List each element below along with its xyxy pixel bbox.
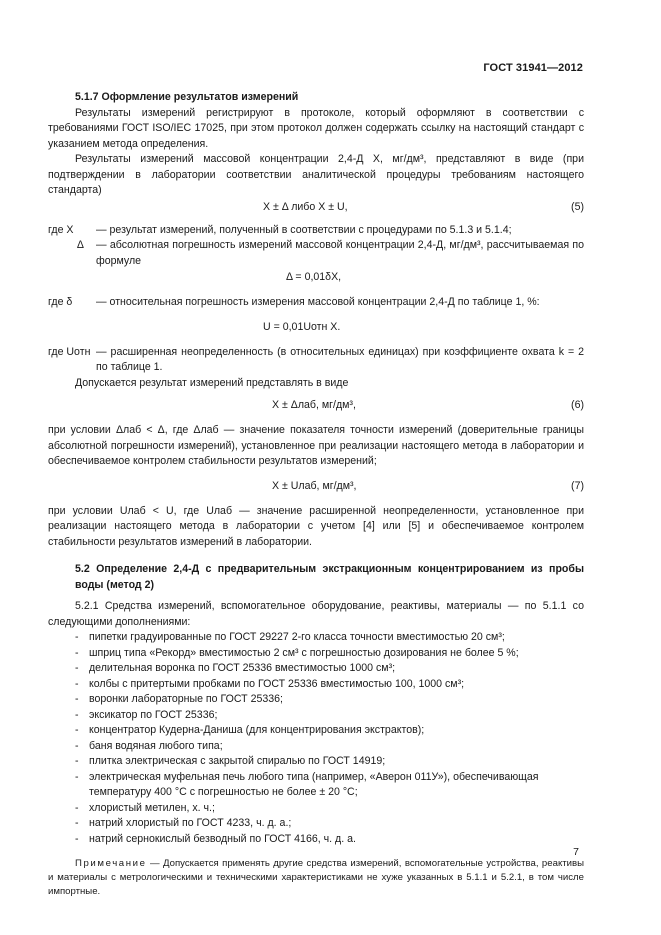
list-item: - хлористый метилен, х. ч.; bbox=[48, 801, 584, 817]
equation-number: (5) bbox=[571, 200, 584, 213]
equation-number: (7) bbox=[571, 479, 584, 492]
equation-u bbox=[48, 319, 584, 337]
where-item bbox=[48, 345, 584, 376]
equation-formula: X ± Δлаб, мг/дм³, bbox=[272, 399, 356, 411]
note-label: Примечание bbox=[75, 858, 147, 869]
where-symbol: где Uотн bbox=[48, 345, 91, 358]
section-5-1-7-title: 5.1.7 Оформление результатов измерений bbox=[75, 91, 299, 103]
list-item: - делительная воронка по ГОСТ 25336 вместимостью 1000 см³; bbox=[48, 661, 584, 677]
list-item: - электрическая муфельная печь любого типа (например, «Аверон 011У»), обеспечивающая температуру 400 °С с погрешностью не более ± 20 °С; bbox=[48, 770, 584, 801]
where-item bbox=[48, 238, 584, 269]
paragraph: 5.2.1 Средства измерений, вспомогательное оборудование, реактивы, материалы — по 5.1.1 со следующими дополнениями: bbox=[48, 600, 584, 628]
section-5-2-title: 5.2 Определение 2,4-Д с предварительным экстракционным концентрированием из пробы воды (метод 2) bbox=[75, 563, 584, 591]
paragraph: при условии Δлаб < Δ, где Δлаб — значение показателя точности измерений (доверительные границы абсолютной погрешности измерений), установленное при реализации настоящего метода в лаборатории и обеспечиваемое контролем стабильности результатов измерений; bbox=[48, 424, 584, 467]
standard-header: ГОСТ 31941—2012 bbox=[483, 62, 583, 74]
paragraph: Допускается результат измерений представлять в виде bbox=[75, 376, 349, 389]
list-item: - шприц типа «Рекорд» вместимостью 2 см³ с погрешностью дозирования не более 5 %; bbox=[48, 646, 584, 662]
equation-formula: X ± Uлаб, мг/дм³, bbox=[272, 479, 357, 492]
where-text: — результат измерений, полученный в соответствии с процедурами по 5.1.3 и 5.1.4; bbox=[96, 223, 512, 236]
equation-number: (6) bbox=[571, 399, 584, 411]
list-item: - пипетки градуированные по ГОСТ 29227 2-го класса точности вместимостью 20 см³; bbox=[48, 630, 584, 646]
equation-6 bbox=[48, 397, 584, 415]
list-item: - колбы с притертыми пробками по ГОСТ 25336 вместимостью 100, 1000 см³; bbox=[48, 677, 584, 693]
equation-formula: U = 0,01Uотн X. bbox=[263, 320, 341, 333]
where-text: — расширенная неопределенность (в относительных единицах) при коэффициенте охвата k = 2 по таблице 1. bbox=[96, 345, 584, 373]
page-number: 7 bbox=[573, 846, 579, 858]
list-item: - плитка электрическая с закрытой спиралью по ГОСТ 14919; bbox=[48, 754, 584, 770]
list-item: - эксикатор по ГОСТ 25336; bbox=[48, 708, 584, 724]
list-item: - концентратор Кудерна-Даниша (для концентрирования экстрактов); bbox=[48, 723, 584, 739]
list-item: - баня водяная любого типа; bbox=[48, 739, 584, 755]
equation-5 bbox=[48, 199, 584, 217]
where-symbol: Δ bbox=[76, 239, 84, 251]
list-item: - воронки лабораторные по ГОСТ 25336; bbox=[48, 692, 584, 708]
list-item: - натрий хлористый по ГОСТ 4233, ч. д. а.; bbox=[48, 816, 584, 832]
equation-delta bbox=[48, 269, 584, 287]
where-item bbox=[48, 295, 584, 311]
paragraph: Результаты измерений регистрируют в протоколе, который оформляют в соответствии с требованиями ГОСТ ISO/IEC 17025, при этом протокол должен содержать ссылку на настоящий стандарт с указанием метода определения. bbox=[48, 106, 584, 150]
where-text: — абсолютная погрешность измерений массовой концентрации 2,4-Д, мг/дм³, рассчитываемая по формуле bbox=[96, 239, 584, 267]
note bbox=[48, 857, 584, 899]
equation-7 bbox=[48, 478, 584, 496]
where-item bbox=[48, 223, 584, 239]
note-text: — Допускается применять другие средства измерений, вспомогательные устройства, реактивы и материалы с метрологическими и техническими характеристиками не хуже указанных в 5.1.1 и 5.2.1, в том числе импортные. bbox=[48, 858, 584, 897]
page-content bbox=[48, 90, 584, 899]
equation-formula: X ± Δ либо X ± U, bbox=[263, 200, 348, 213]
where-text: — относительная погрешность измерения массовой концентрации 2,4-Д по таблице 1, %: bbox=[96, 296, 540, 308]
paragraph: при условии Uлаб < U, где Uлаб — значение расширенной неопределенности, установленное при реализации настоящего метода в лаборатории с учетом [4] или [5] и обеспечиваемое контролем стабильности результатов измерений в лаборатории. bbox=[48, 504, 584, 548]
where-symbol: где δ bbox=[48, 296, 73, 308]
list-item: - натрий сернокислый безводный по ГОСТ 4166, ч. д. а. bbox=[48, 832, 584, 848]
where-symbol: где X bbox=[48, 223, 74, 236]
materials-list bbox=[48, 630, 584, 847]
paragraph: Результаты измерений массовой концентрации 2,4-Д X, мг/дм³, представляют в виде (при подтверждении в лаборатории соответствии аналитической процедуры требованиям настоящего стандарта) bbox=[48, 153, 584, 196]
equation-formula: Δ = 0,01δX, bbox=[286, 271, 342, 283]
